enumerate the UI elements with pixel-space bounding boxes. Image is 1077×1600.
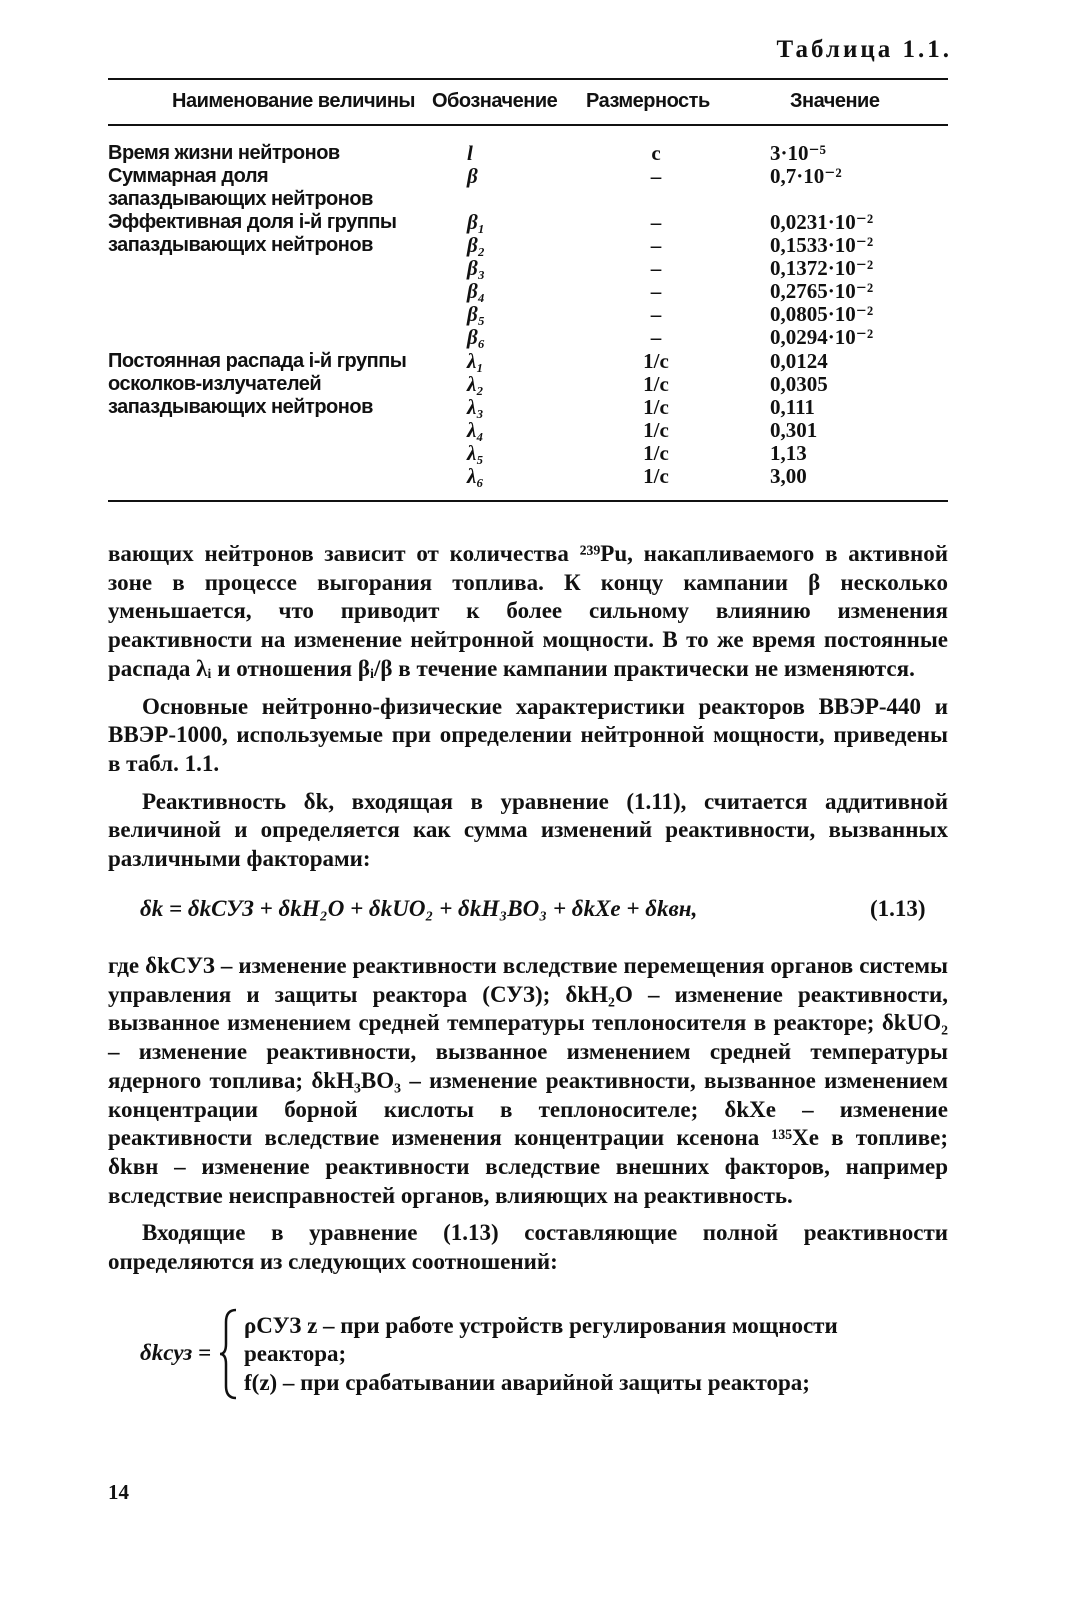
symbol-cell: l xyxy=(467,141,473,165)
unit-cell: – xyxy=(650,233,662,257)
equation-1-13: δk = δkСУЗ + δkH₂O + δkUO₂ + δkH₃BO₃ + δkXe + δkвн, xyxy=(140,896,698,921)
equation-number: (1.13) xyxy=(870,896,926,921)
unit-cell: 1/с xyxy=(643,418,669,442)
unit-cell: 1/с xyxy=(643,372,669,396)
symbol-cell: β₁ xyxy=(467,210,486,234)
symbol-cell: λ₁ xyxy=(467,349,484,373)
symbol-cell: λ₃ xyxy=(467,395,484,419)
unit-cell: с xyxy=(651,141,661,165)
paragraph: Входящие в уравнение (1.13) составляющие полной реактивности определяются из следующих соотношений: xyxy=(108,1220,948,1275)
unit-cell: 1/с xyxy=(643,441,669,465)
row-name-lifetime: Время жизни нейтронов xyxy=(108,142,340,164)
table-header-rule xyxy=(108,124,948,126)
symbol-cell: β₃ xyxy=(467,256,486,280)
unit-cell: – xyxy=(650,164,662,188)
value-cell: 0,0124 xyxy=(770,349,828,373)
symbol-cell: β₂ xyxy=(467,233,486,257)
header-symbol: Обозначение xyxy=(432,90,558,112)
symbol-cell: β₆ xyxy=(467,325,486,349)
system-case-2: f(z) – при срабатывании аварийной защиты реактора; xyxy=(244,1370,810,1395)
symbol-cell: λ₄ xyxy=(467,418,484,442)
symbol-cell: λ₆ xyxy=(467,464,484,488)
value-cell: 0,1533·10⁻² xyxy=(770,233,874,257)
value-cell: 0,0305 xyxy=(770,372,828,396)
unit-cell: – xyxy=(650,325,662,349)
value-cell: 0,7·10⁻² xyxy=(770,164,842,188)
value-cell: 3·10⁻⁵ xyxy=(770,141,826,165)
value-cell: 0,1372·10⁻² xyxy=(770,256,874,280)
header-name: Наименование величины xyxy=(172,90,416,112)
table-top-rule xyxy=(108,78,948,80)
header-value: Значение xyxy=(790,90,880,112)
unit-cell: 1/с xyxy=(643,464,669,488)
table-bottom-rule xyxy=(108,500,948,502)
unit-cell: – xyxy=(650,210,662,234)
value-cell: 1,13 xyxy=(770,441,807,465)
body-text-upper xyxy=(108,540,948,883)
value-cell: 0,2765·10⁻² xyxy=(770,279,874,303)
paragraph: где δkСУЗ – изменение реактивности вследствие перемещения органов системы управления и защиты реактора (СУЗ); δkH₂O – изменение реактивности, вызванное изменением средней температуры теплоносителя в реакторе; δkUO₂ – изменение реактивности, вызванное изменением средней температуры ядерного топлива; δkH₃BO₃ – изменение реактивности, вызванное изменением концентрации борной кислоты в теплоносителе; δkXe – изменение реактивности вследствие изменения концентрации ксенона ¹³⁵Xe в топливе; δkвн – изменение реактивности вследствие внешних факторов, например вследствие неисправностей органов, влияющих на реактивность. xyxy=(108,953,948,1208)
row-name-group-fraction: Эффективная доля i-й группы запаздывающих нейтронов xyxy=(108,211,397,256)
system-lhs: δkсуз = xyxy=(140,1340,212,1365)
paragraph: Реактивность δk, входящая в уравнение (1.11), считается аддитивной величиной и определяется как сумма изменений реактивности, вызванных различными факторами: xyxy=(108,788,948,872)
symbol-cell: λ₂ xyxy=(467,372,484,396)
value-cell: 3,00 xyxy=(770,464,807,488)
unit-cell: 1/с xyxy=(643,349,669,373)
value-cell: 0,0805·10⁻² xyxy=(770,302,874,326)
unit-cell: – xyxy=(650,256,662,280)
symbol-cell: β xyxy=(467,164,478,188)
unit-cell: – xyxy=(650,302,662,326)
value-cell: 0,0231·10⁻² xyxy=(770,210,874,234)
value-cell: 0,301 xyxy=(770,418,818,442)
paragraph: Основные нейтронно-физические характеристики реакторов ВВЭР-440 и ВВЭР-1000, используемые при определении нейтронной мощности, приведены в табл. 1.1. xyxy=(108,693,948,776)
row-name-total-fraction: Суммарная доля запаздывающих нейтронов xyxy=(108,165,373,210)
piecewise-equation xyxy=(140,1308,960,1408)
paragraph: вающих нейтронов зависит от количества ²³⁹Pu, накапливаемого в активной зоне в процессе выгорания топлива. К концу кампании β несколько уменьшается, что приводит к более сильному влиянию изменения реактивности на изменение нейтронной мощности. В то же время постоянные распада λᵢ и отношения βᵢ/β в течение кампании практически не изменяются. xyxy=(108,541,948,681)
row-name-decay-constant: Постоянная распада i-й группы осколков-излучателей запаздывающих нейтронов xyxy=(108,350,407,418)
body-text-lower xyxy=(108,952,948,1286)
value-cell: 0,0294·10⁻² xyxy=(770,325,874,349)
system-case-1: ρСУЗ z – при работе устройств регулирования мощности реактора; xyxy=(244,1313,838,1366)
table-caption: Таблица 1.1. xyxy=(776,36,952,63)
unit-cell: – xyxy=(650,279,662,303)
symbol-cell: λ₅ xyxy=(467,441,484,465)
page-number: 14 xyxy=(108,1480,129,1504)
value-cell: 0,111 xyxy=(770,395,815,419)
symbol-cell: β₅ xyxy=(467,302,486,326)
header-unit: Размерность xyxy=(586,90,710,112)
brace-icon xyxy=(218,1308,240,1400)
unit-cell: 1/с xyxy=(643,395,669,419)
symbol-cell: β₄ xyxy=(467,279,486,303)
